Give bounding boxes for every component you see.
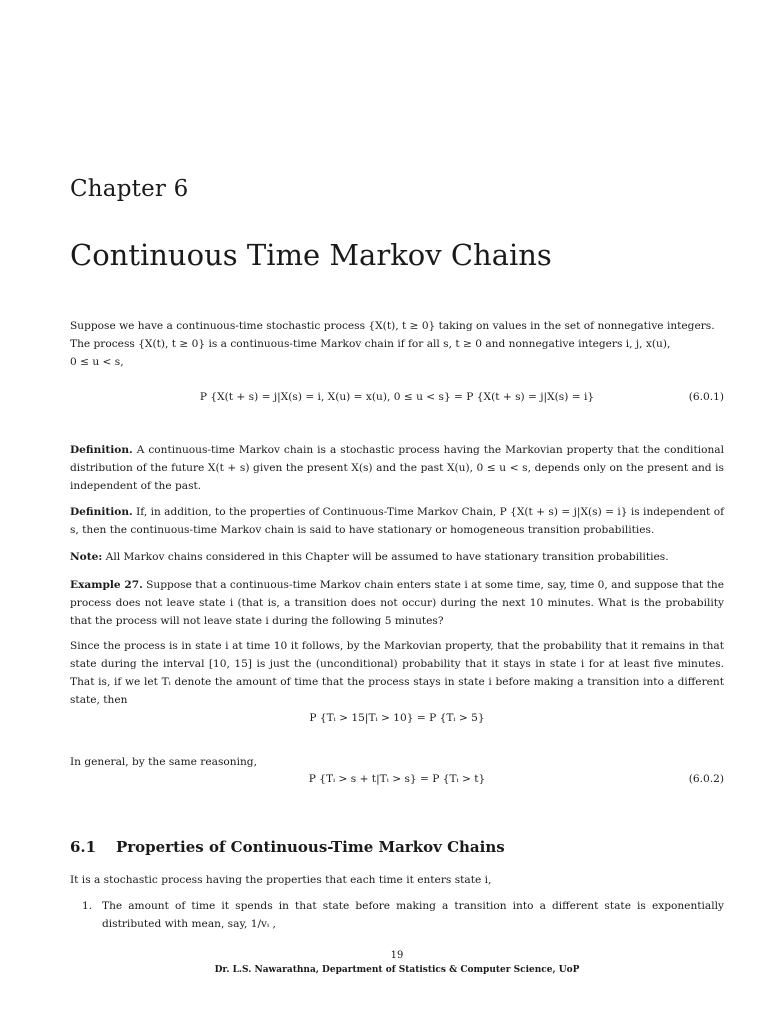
page-number: 19 bbox=[390, 950, 404, 961]
intro-line-3: 0 ≤ u < s, bbox=[70, 356, 124, 368]
definition-text: If, in addition, to the properties of Continuous-Time Markov Chain, P {X(t + s) = j|X(s) = i} is independent of s, then the continuous-time Markov chain is said to have stationary or homogeneous transition probabilities. bbox=[70, 506, 724, 536]
equation-6-0-2 bbox=[70, 770, 724, 788]
section-intro: It is a stochastic process having the properties that each time it enters state i, bbox=[70, 874, 492, 886]
definition-label: Definition. bbox=[70, 444, 133, 456]
chapter-title: Continuous Time Markov Chains bbox=[70, 238, 552, 272]
section-title: Properties of Continuous-Time Markov Chains bbox=[116, 838, 505, 856]
list-marker: 1. bbox=[82, 900, 93, 912]
properties-list bbox=[70, 897, 724, 933]
intro-line-1: Suppose we have a continuous-time stochastic process {X(t), t ≥ 0} taking on values in the set of nonnegative integers. bbox=[70, 320, 715, 332]
list-item bbox=[70, 897, 724, 933]
solution-paragraph: Since the process is in state i at time 10 it follows, by the Markovian property, that the probability that it remains in that state during the interval [10, 15] is just the (unconditional) probability that it stays in state i for at least five minutes. That is, if we let Tᵢ denote the amount of time that the process stays in state i before making a transition into a different state, then bbox=[70, 640, 724, 706]
definition-1 bbox=[70, 441, 724, 495]
definition-label: Definition. bbox=[70, 506, 133, 518]
equation-expression: P {X(t + s) = j|X(s) = i, X(u) = x(u), 0 ≤ u < s} = P {X(t + s) = j|X(s) = i} bbox=[199, 391, 595, 403]
note-label: Note: bbox=[70, 551, 103, 563]
equation-number: (6.0.1) bbox=[688, 391, 724, 403]
section-number: 6.1 bbox=[70, 838, 97, 856]
general-text: In general, by the same reasoning, bbox=[70, 756, 257, 768]
chapter-label: Chapter 6 bbox=[70, 176, 189, 202]
intro-paragraph bbox=[70, 317, 724, 371]
section-heading bbox=[70, 838, 505, 856]
example-27 bbox=[70, 576, 724, 630]
note bbox=[70, 548, 724, 566]
example-text: Suppose that a continuous-time Markov chain enters state i at some time, say, time 0, and suppose that the process does not leave state i (that is, a transition does not occur) during the next 10 minutes. What is the probability that the process will not leave state i during the following 5 minutes? bbox=[70, 579, 725, 627]
example-label: Example 27. bbox=[70, 579, 143, 591]
equation-number: (6.0.2) bbox=[688, 773, 724, 785]
solution-equation bbox=[70, 709, 724, 727]
definition-text: A continuous-time Markov chain is a stochastic process having the Markovian property that the conditional distribution of the future X(t + s) given the present X(s) and the past X(u), 0 ≤ u < s, depends only on the present and is independent of the past. bbox=[70, 444, 724, 492]
list-item-text: The amount of time it spends in that state before making a transition into a different state is exponentially distributed with mean, say, 1/vᵢ , bbox=[102, 900, 724, 930]
equation-6-0-1 bbox=[70, 388, 724, 406]
equation-expression: P {Tᵢ > 15|Tᵢ > 10} = P {Tᵢ > 5} bbox=[309, 712, 485, 724]
definition-2 bbox=[70, 503, 724, 539]
intro-line-2: The process {X(t), t ≥ 0} is a continuous-time Markov chain if for all s, t ≥ 0 and nonnegative integers i, j, x(u), bbox=[70, 338, 671, 350]
equation-expression: P {Tᵢ > s + t|Tᵢ > s} = P {Tᵢ > t} bbox=[308, 773, 486, 785]
page-footer: Dr. L.S. Nawarathna, Department of Statistics & Computer Science, UoP bbox=[214, 965, 580, 975]
note-text: All Markov chains considered in this Chapter will be assumed to have stationary transition probabilities. bbox=[102, 551, 669, 563]
